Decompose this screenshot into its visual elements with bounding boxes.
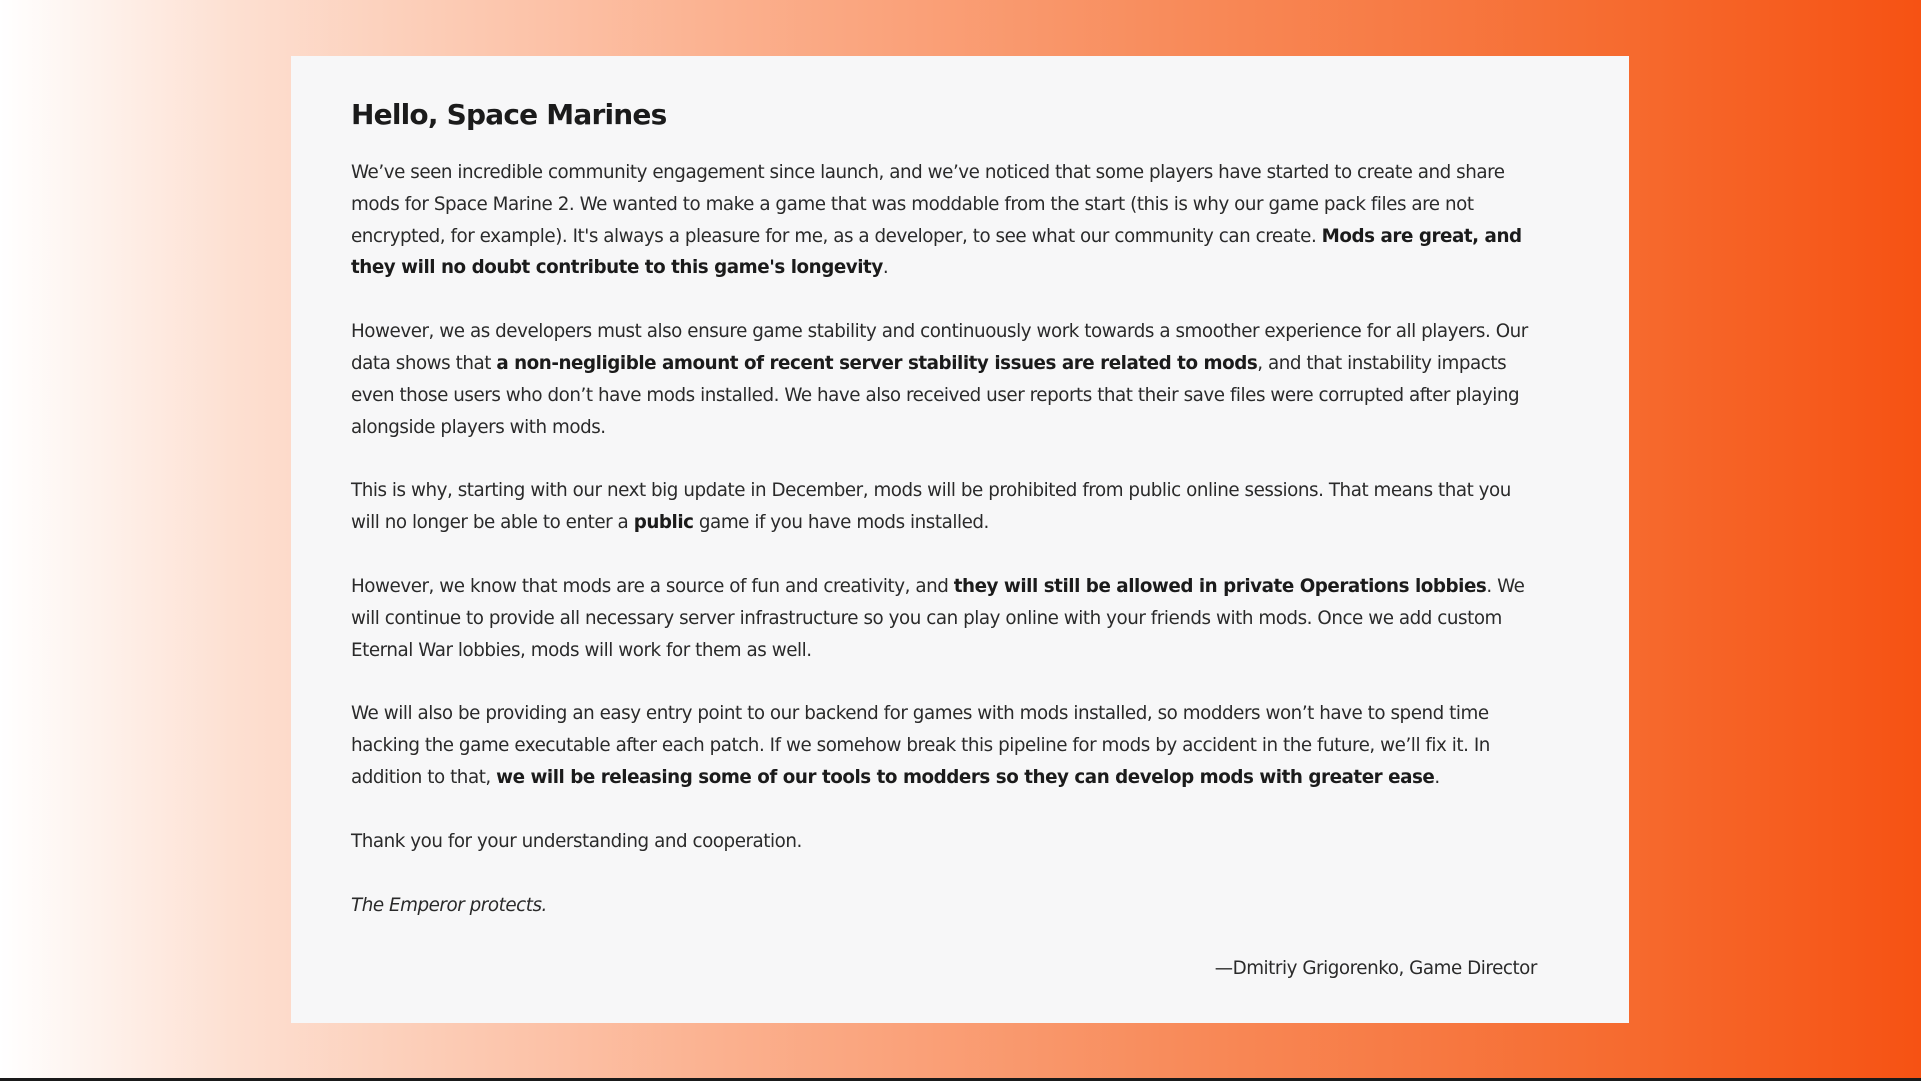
paragraph-text: .: [882, 257, 889, 279]
paragraph-emperor-protects: The Emperor protects.: [351, 894, 547, 916]
paragraph-public-ban: [351, 475, 1537, 539]
paragraph-thanks: Thank you for your understanding and cooperation.: [351, 830, 802, 852]
letter-signature: —Dmitriy Grigorenko, Game Director: [1214, 958, 1537, 980]
paragraph-text: However, we as developers must also ensure game stability and continuously work towards a smoother experience for all players. Our data shows that: [351, 321, 1528, 374]
paragraph-text: We’ve seen incredible community engagement since launch, and we’ve noticed that some players have started to create and share mods for Space Marine 2. We wanted to make a game that was moddable from the start (this is why our game pack files are not encrypted, for example). It's always a pleasure for me, as a developer, to see what our community can create.: [351, 162, 1505, 247]
paragraph-private-lobbies: [351, 571, 1537, 666]
paragraph-bold-text: we will be releasing some of our tools to modders so they can develop mods with greater ease: [496, 766, 1435, 788]
paragraph-text: game if you have mods installed.: [693, 512, 989, 534]
paragraph-text: This is why, starting with our next big update in December, mods will be prohibited from public online sessions. That means that you will no longer be able to enter a: [351, 480, 1511, 534]
paragraph-text: However, we know that mods are a source of fun and creativity, and: [351, 575, 954, 597]
paragraph-text: . We will continue to provide all necessary server infrastructure so you can play online with your friends with mods. Once we add custom Eternal War lobbies, mods will work for them as well.: [351, 575, 1525, 661]
paragraph-text: , and that instability impacts even those users who don’t have mods installed. We have also received user reports that their save files were corrupted after playing alongside players with mods.: [351, 352, 1520, 438]
paragraph-mods-intro: [351, 157, 1537, 284]
paragraph-stability: [351, 316, 1537, 443]
paragraph-bold-text: they will still be allowed in private Operations lobbies: [953, 575, 1487, 597]
letter-title: Hello, Space Marines: [351, 98, 667, 131]
letter-card: [291, 56, 1629, 1023]
paragraph-text: We will also be providing an easy entry point to our backend for games with mods installed, so modders won’t have to spend time hacking the game executable after each patch. If we somehow break this pipeline for mods by accident in the future, we’ll fix it. In addition to that,: [351, 703, 1490, 788]
paragraph-bold-text: Mods are great, and they will no doubt contribute to this game's longevity: [351, 225, 1522, 279]
paragraph-modder-tools: [351, 698, 1537, 793]
paragraph-bold-text: a non-negligible amount of recent server stability issues are related to mods: [496, 352, 1258, 374]
paragraph-text: .: [1434, 766, 1440, 788]
paragraph-bold-text: public: [633, 512, 694, 534]
